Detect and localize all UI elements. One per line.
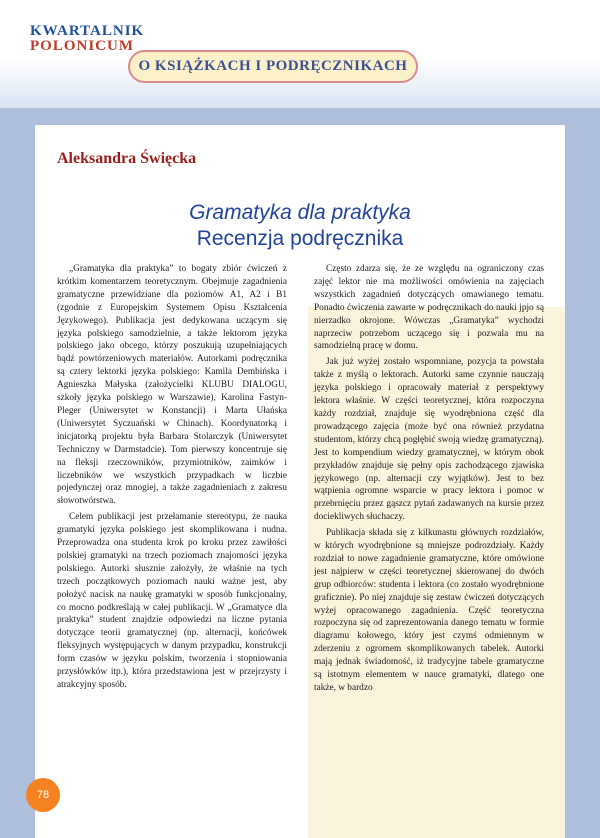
article-page	[35, 125, 565, 838]
left-column	[57, 263, 287, 695]
paragraph: „Gramatyka dla praktyka” to bogaty zbiór ćwiczeń z krótkim komentarzem teoretycznym. Obejmuje zagadnienia gramatyczne przewidziane dla poziomów A1, A2 i B1 (zgodnie z Europejskim Systemem Opisu Kształcenia Językowego). Publikacja jest dedykowana uczącym się języka polskiego samodzielnie, a także lektorom języka polskiego jako obcego, którzy poszukują uzupełniających bądź powtórzeniowych materiałów. Autorkami podręcznika są cztery lektorki języka polskiego: Kamila Dembińska i Agnieszka Małyska (założycielki KLUBU DIALOGU, szkoły języka polskiego w Warszawie), Karolina Fastyn-Pleger (Uniwersytet w Konstancji) i Marta Ułańska (Uniwersytet Syczuański w Chinach). Koordynatorką i inicjatorką projektu była Barbara Stolarczyk (Uniwersytet Techniczny w Darmstadcie). Tom pierwszy koncentruje się na fleksji rzeczowników, przymiotników, zaimków i liczebników we wszystkich przypadkach w liczbie pojedynczej oraz mnogiej, a także zagadnieniach z zakresu słowotwórstwa.	[57, 264, 287, 507]
journal-name-line1: KWARTALNIK	[30, 23, 145, 39]
section-label: O KSIĄŻKACH I PODRĘCZNIKACH	[128, 50, 418, 83]
right-column	[314, 263, 544, 698]
paragraph: Często zdarza się, że ze względu na ograniczony czas zajęć lektor nie ma możliwości omówienia na zajęciach wszystkich zagadnień dotyczących omawianego tematu. Ponadto ćwiczenia zawarte w podręcznikach do nauki jpjo są nierzadko okrojone. Wówczas „Gramatyka” wychodzi naprzeciw potrzebom uczącego się i pozwala mu na samodzielną pracę w domu.	[314, 264, 544, 352]
journal-name-line2: POLONICUM	[30, 38, 134, 54]
article-title: Gramatyka dla praktyka	[189, 201, 411, 224]
journal-logo	[30, 24, 144, 54]
paragraph: Jak już wyżej zostało wspomniane, pozycja ta powstała także z myślą o lektorach. Autorki same czynnie nauczają języka polskiego i opracowały materiał z perspektywy lektora właśnie. W części teoretycznej, która rozpoczyna każdy rozdział, znajduje się wyodrębniona część dla prowadzącego zajęcia (może być ona również przydatna studentom, którzy chcą pogłębić swoją wiedzę gramatyczną). Jest to kompendium wiedzy gramatycznej, w którym obok przykładów znajduje się pełny opis zachodzącego zjawiska językowego (np. alternacji czy wyjątków). Jest to bez wątpienia ogromne wsparcie w pracy lektora i pomoc w przebrnięciu przez gąszcz pytań zadawanych na kursie przez dociekliwych słuchaczy.	[314, 357, 544, 523]
paragraph: Celem publikacji jest przełamanie stereotypu, że nauka gramatyki języka polskiego jest skomplikowana i nudna. Przeprowadza ona studenta krok po kroku przez zawiłości polskiej gramatyki na trzech poziomach znajomości języka polskiego. Autorki słusznie założyły, że właśnie na tych trzech początkowych poziomach nauki ważne jest, aby położyć nacisk na naukę gramatyki w sposób funkcjonalny, co mocno podkreślają w całej publikacji. W „Gramatyce dla praktyka” student znajdzie odpowiedzi na liczne pytania dotyczące teorii gramatycznej (np. alternacji, końcówek fleksyjnych występujących w danym przypadku, konstrukcji form czasów w języku polskim, tworzenia i stopniowania przysłówków itp.), która przedstawiona jest w przejrzysty i atrakcyjny sposób.	[57, 512, 287, 690]
page-number: 78	[26, 778, 60, 812]
article-subtitle: Recenzja podręcznika	[196, 227, 404, 250]
paragraph: Publikacja składa się z kilkunastu głównych rozdziałów, w których wyodrębnione są mniejsze podrozdziały. Każdy rozdział to nowe zagadnienie gramatyczne, które omówione jest najpierw w części teoretycznej skierowanej do dwóch grup odbiorców: studenta i lektora (co zostało wyodrębnione graficznie). Po niej znajduje się zestaw ćwiczeń dotyczących wyżej opracowanego zagadnienia. Część teoretyczna rozpoczyna się od zaprezentowania danego tematu w formie diagramu kołowego, który jest czymś odmiennym w zderzeniu z ogromem skomplikowanych tabelek. Autorki mają jednak świadomość, iż tradycyjne tabele gramatyczne są istotnym elementem w nauce gramatyki, dlatego one także, w bardzo	[314, 528, 544, 693]
article-author: Aleksandra Święcka	[57, 150, 197, 167]
